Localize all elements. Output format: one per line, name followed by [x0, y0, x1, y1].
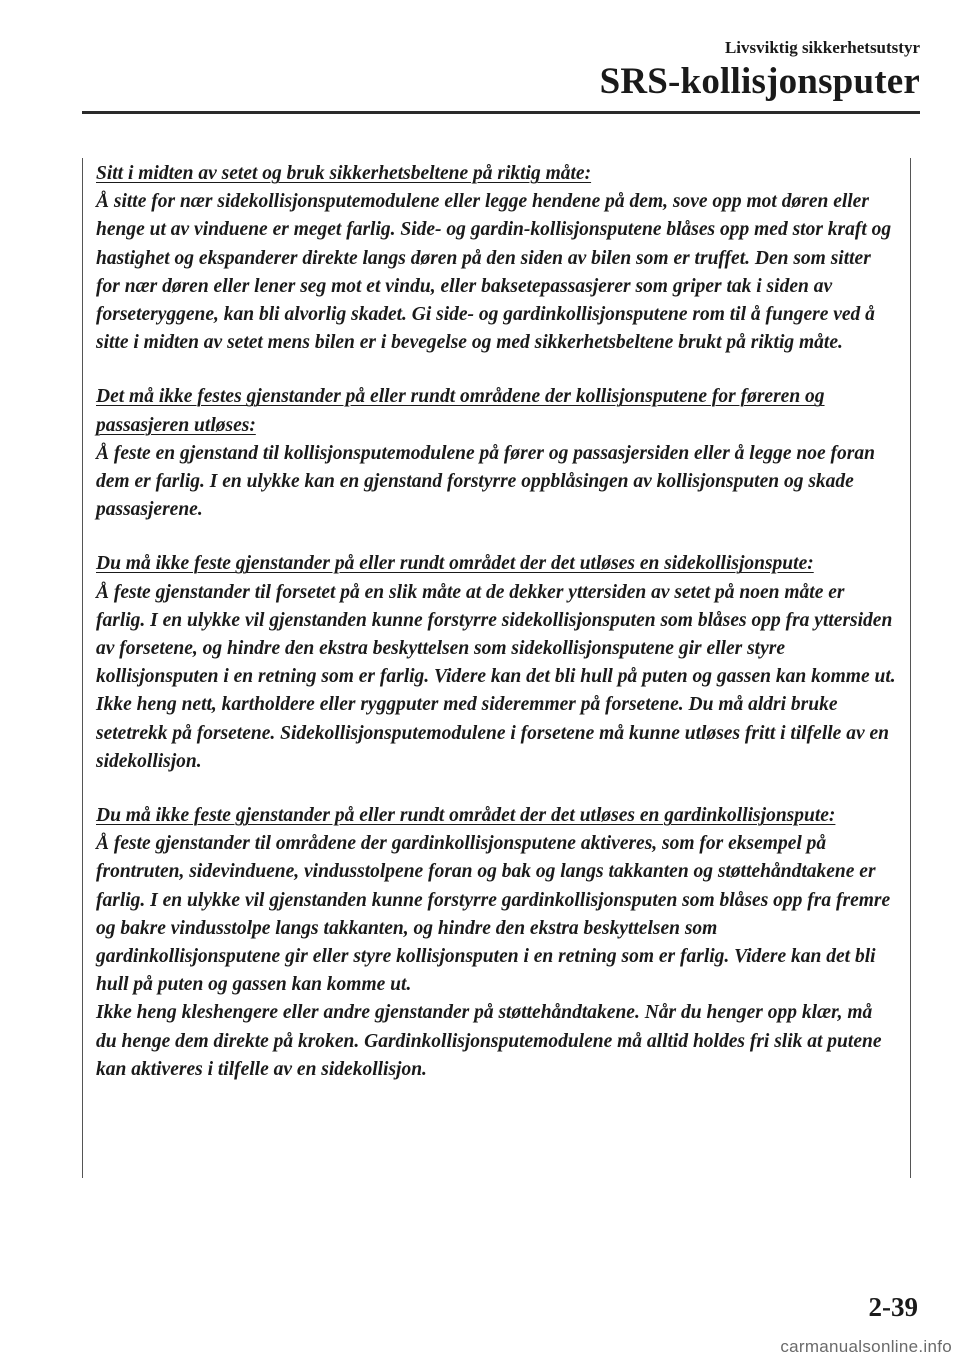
header-divider [82, 111, 920, 114]
section-heading: Du må ikke feste gjenstander på eller rundt området der det utløses en sidekollisjonspute: [96, 553, 814, 575]
section-heading: Du må ikke feste gjenstander på eller rundt området der det utløses en gardinkollisjonspute: [96, 805, 836, 827]
warning-section-side-airbags [96, 550, 896, 776]
section-body [96, 579, 896, 776]
section-paragraph: Å sitte for nær sidekollisjonsputemodulene eller legge hendene på dem, sove opp mot døren eller henge ut av vinduene er meget farlig. Side- og gardin-kollisjonsputene blåses opp med stor kraft og hastighet og ekspanderer direkte langs døren på den siden av bilen som er truffet. Den som sitter for nær døren eller lener seg mot et vindu, eller baksetepassasjerer som griper tak i siden av forseteryggene, kan bli alvorlig skadet. Gi side- og gardinkollisjonsputene rom til å fungere ved å sitte i midten av setet mens bilen er i bevegelse og med sikkerhetsbeltene brukt på riktig måte. [96, 191, 892, 354]
warning-section-curtain-airbags [96, 802, 896, 1084]
warning-content [96, 160, 896, 1110]
section-paragraph: Å feste gjenstander til forsetet på en slik måte at de dekker yttersiden av setet på noen måte er farlig. I en ulykke vil gjenstanden kunne forstyrre sidekollisjonsputen som blåses opp fra yttersiden av forsetene, og hindre den ekstra beskyttelsen som sidekollisjonsputene gir eller styre kollisjonsputen i en retning som er farlig. Videre kan det bli hull på puten og gassen kan komme ut. [96, 581, 896, 688]
section-paragraph: Å feste gjenstander til områdene der gardinkollisjonsputene aktiveres, som for eksempel på frontruten, sidevinduene, vindusstolpene foran og bak og langs takkanten og støttehåndtakene er farlig. I en ulykke vil gjenstanden kunne forstyrre gardinkollisjonsputen som blåses opp fra fremre og bakre vindusstolpe langs takkanten, og hindre den ekstra beskyttelsen som gardinkollisjonsputene gir eller styre kollisjonsputen i en retning som er farlig. Videre kan det bli hull på puten og gassen kan komme ut. [96, 833, 891, 996]
section-heading: Det må ikke festes gjenstander på eller rundt områdene der kollisjonsputene for føreren og passasjeren utløses: [96, 386, 825, 436]
section-paragraph: Å feste en gjenstand til kollisjonsputemodulene på fører og passasjersiden eller å legge noe foran dem er farlig. I en ulykke kan en gjenstand forstyrre oppblåsingen av kollisjonsputen og skade passasjerene. [96, 442, 875, 521]
warning-section-seating [96, 160, 896, 357]
warning-box-left-border [82, 158, 83, 1178]
section-heading: Sitt i midten av setet og bruk sikkerhetsbeltene på riktig måte: [96, 163, 592, 184]
page-number: 2-39 [868, 1292, 918, 1322]
warning-section-front-airbags [96, 383, 896, 524]
page-title: SRS-kollisjonsputer [599, 61, 920, 102]
section-body [96, 188, 896, 357]
warning-box-right-border [910, 158, 911, 1178]
section-paragraph: Ikke heng kleshengere eller andre gjenstander på støttehåndtakene. Når du henger opp klær, må du henge dem direkte på kroken. Gardinkollisjonsputemodulene må alltid holdes fri slik at putene kan aktiveres i tilfelle av en sidekollisjon. [96, 1002, 882, 1080]
section-paragraph: Ikke heng nett, kartholdere eller ryggputer med sideremmer på forsetene. Du må aldri bruke setetrekk på forsetene. Sidekollisjonsputemodulene i forsetene må kunne utløses fritt i tilfelle av en sidekollisjon. [96, 694, 889, 772]
chapter-label: Livsviktig sikkerhetsutstyr [724, 38, 920, 57]
section-body [96, 440, 896, 525]
watermark: carmanualsonline.info [780, 1337, 952, 1356]
section-body [96, 830, 896, 1084]
